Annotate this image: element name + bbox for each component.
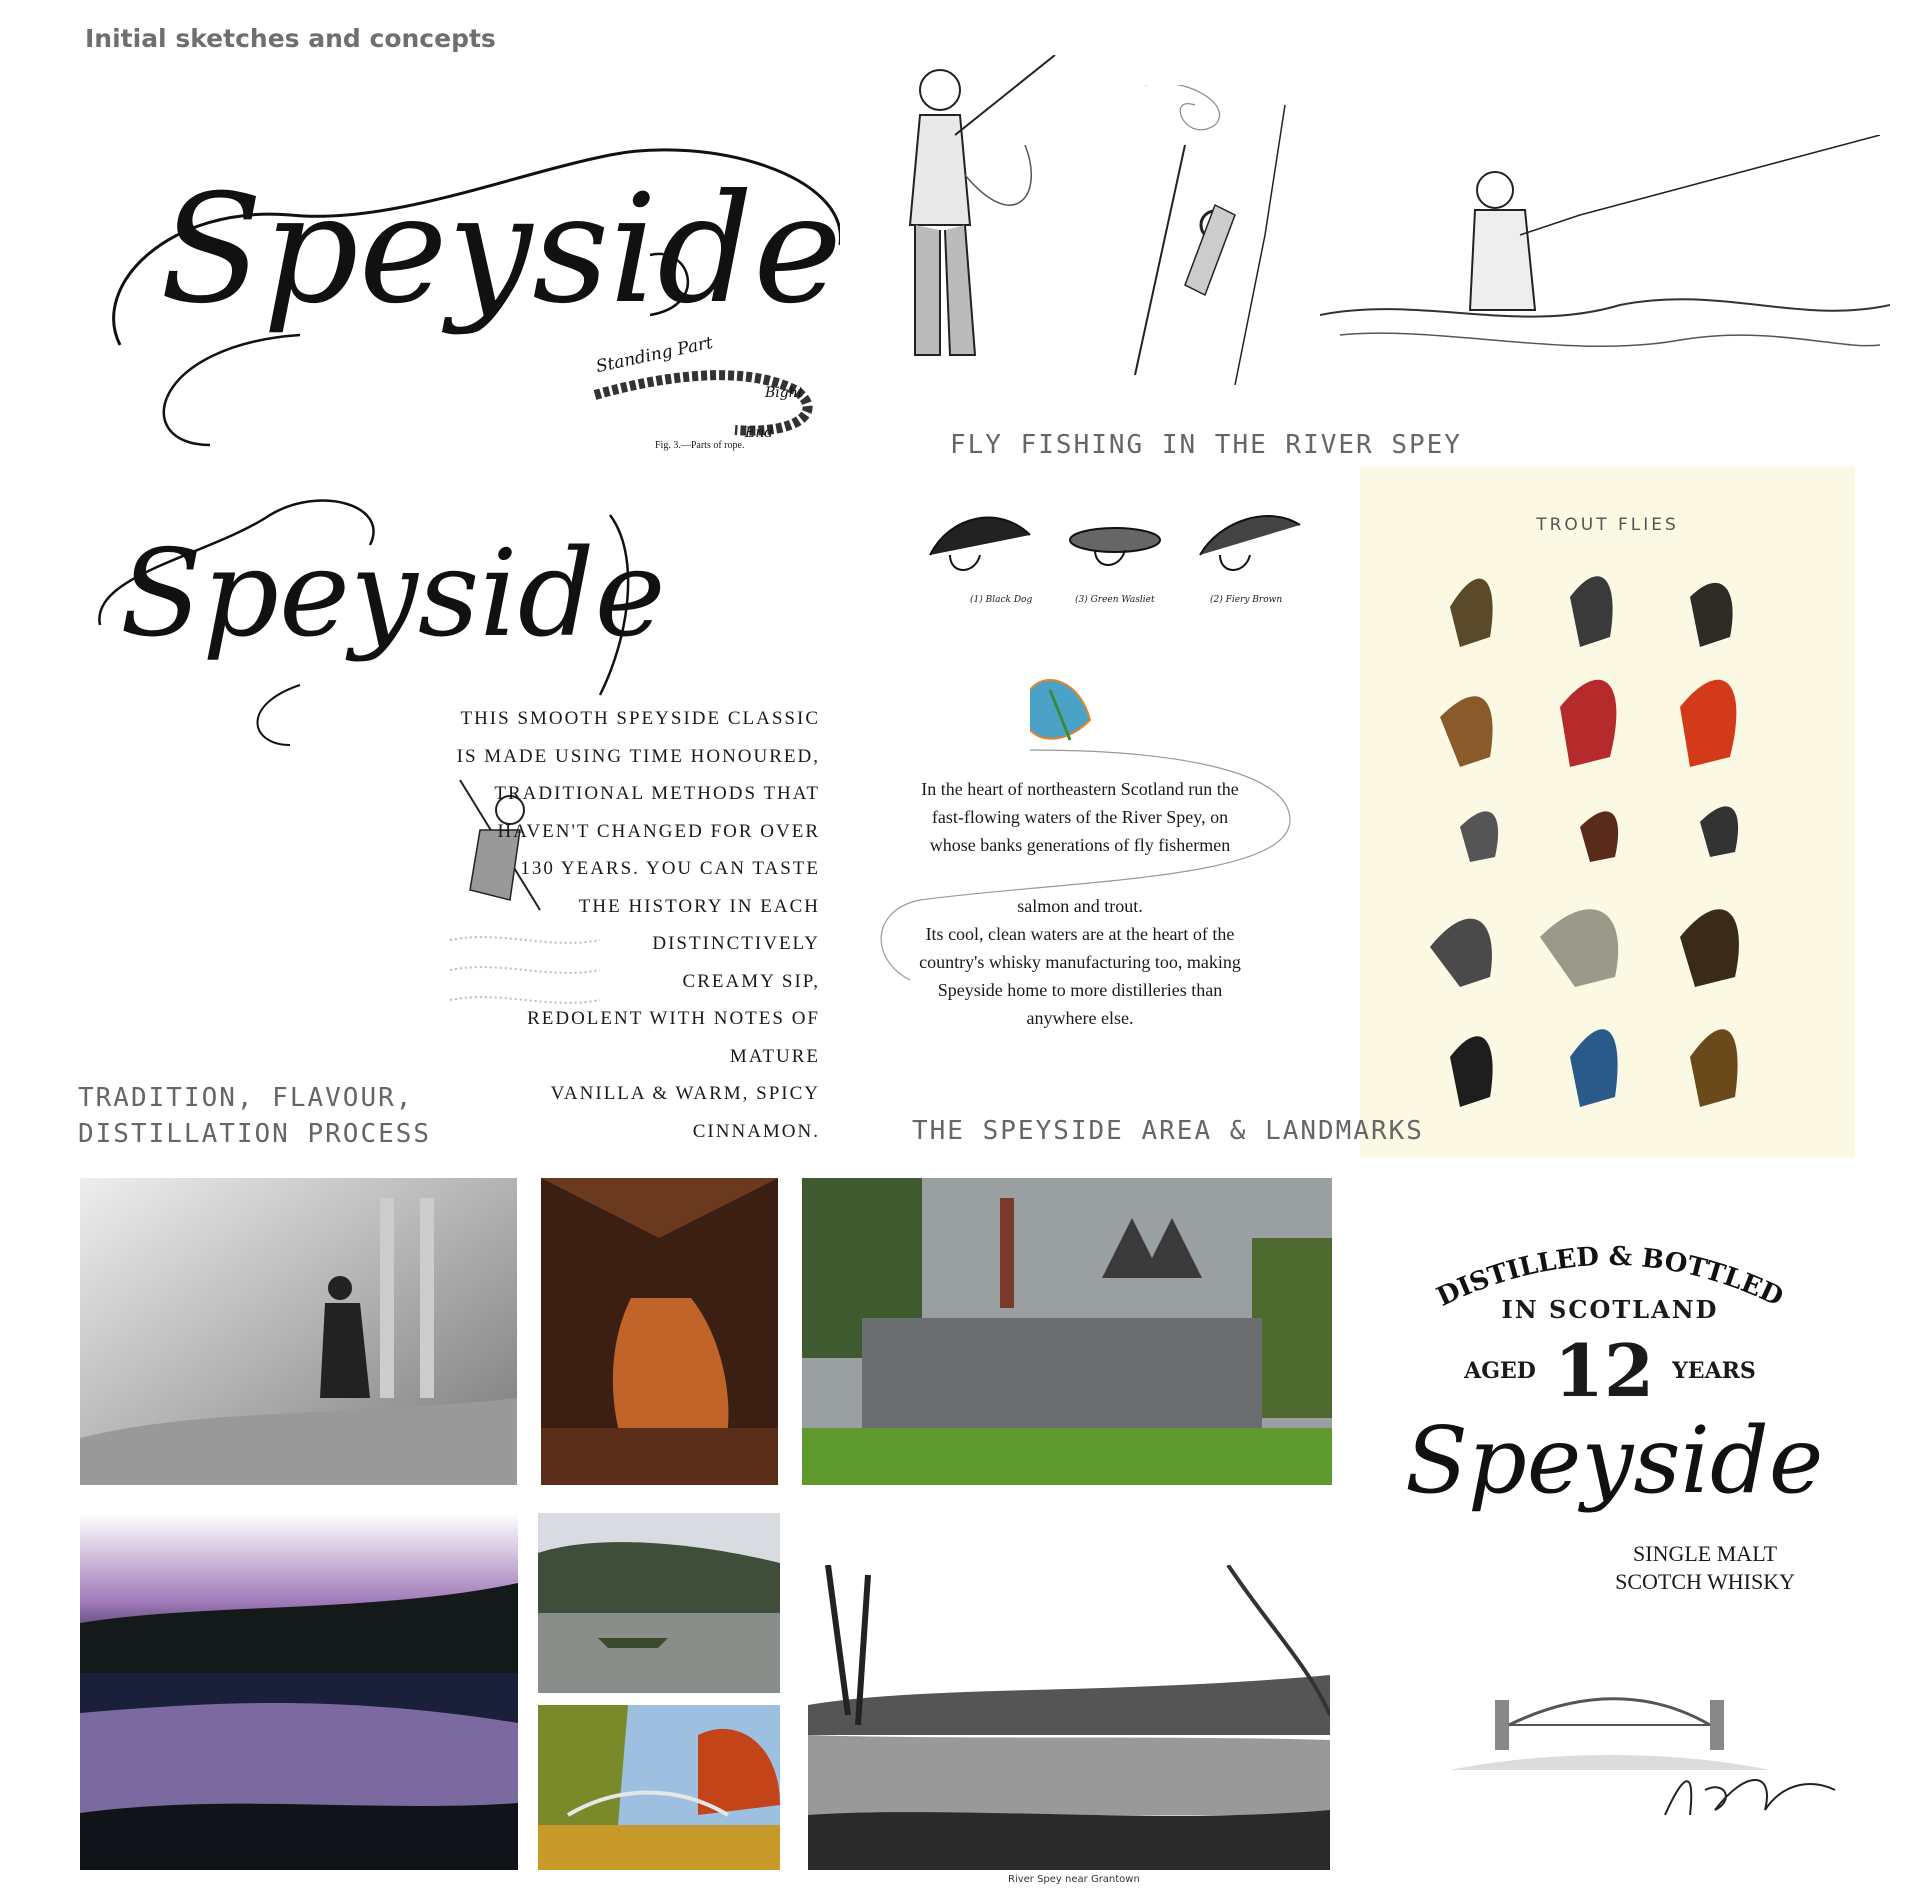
label-age-number: 12 [1553,1328,1655,1413]
label-brand: Speyside [1405,1407,1824,1514]
river-line-1: In the heart of northeastern Scotland run the [921,779,1239,799]
distillery-image [802,1178,1332,1485]
river-line-4: salmon and trout. [1017,896,1143,916]
label-type-line1: SINGLE MALT [1633,1541,1778,1566]
photo-loch-canoe [538,1513,780,1693]
fly-rod-reel-sketch [1125,85,1325,385]
script-sample-two-text: Speyside [120,525,666,664]
fly-row-1 [1450,576,1733,647]
description-line-9: REDOLENT WITH NOTES OF MATURE [527,1008,820,1067]
label-type-line2: SCOTCH WHISKY [1615,1569,1795,1594]
river-line-5: Its cool, clean waters are at the heart of the [925,924,1235,944]
description-line-5: 130 YEARS. YOU CAN TASTE [520,858,820,879]
fly-reel-illustration [1125,85,1325,385]
fly-black-dog [920,495,1040,575]
rope-bight: Bight [765,385,804,401]
tradition-label-line2: DISTILLATION PROCESS [78,1119,432,1149]
label-aged: AGED [1464,1358,1536,1384]
autumn-bridge-image [538,1705,780,1870]
description-line-1: THIS SMOOTH SPEYSIDE CLASSIC [460,708,820,729]
river-line-8: anywhere else. [1026,1008,1134,1028]
photo-caption-grantown: River Spey near Grantown [1008,1874,1140,1885]
malting-floor-image [80,1178,517,1485]
photo-autumn-bridge [538,1705,780,1870]
fly-caption-two: (3) Green Wasliet [1075,595,1155,605]
trout-flies-plate [1360,467,1855,1157]
fly-fishing-label: FLY FISHING IN THE RIVER SPEY [950,430,1462,460]
photo-distillery-pagodas [802,1178,1332,1485]
fly-row-3 [1460,806,1738,862]
photo-copper-stills [541,1178,778,1485]
fly-green-wasliet-icon [1055,505,1185,575]
label-arc-bottom: IN SCOTLAND [1501,1295,1719,1324]
description-line-10: VANILLA & WARM, SPICY CINNAMON. [550,1083,820,1142]
fly-caption-one: (1) Black Dog [970,595,1033,605]
description-line-7: DISTINCTIVELY [652,933,820,954]
river-text-part-one [870,775,1290,859]
trout-flies-grid [1360,537,1855,1157]
rope-caption: Fig. 3.—Parts of rope. [655,440,745,451]
river-text-part-two [870,892,1290,1032]
tradition-label [78,1080,431,1152]
rope-end: End [745,425,774,441]
photo-malting-floor [80,1178,517,1485]
fly-fisherman-sketch-one [895,55,1095,385]
river-line-6: country's whisky manufacturing too, making [919,952,1241,972]
fisherman-illustration [895,55,1095,385]
fly-row-2 [1440,680,1736,767]
page-title: Initial sketches and concepts [85,24,496,53]
rope-sketch [585,332,835,455]
photo-river-spey-grantown [808,1565,1330,1870]
trout-flies-title: TROUT FLIES [1536,515,1679,535]
fly-row [920,495,1310,615]
river-line-7: Speyside home to more distilleries than [937,980,1223,1000]
fly-black-dog-icon [920,495,1040,575]
river-sunset-image [80,1513,518,1870]
river-text-block [870,670,1310,1040]
description-line-8: CREAMY SIP, [682,970,820,992]
description-line-4: HAVEN'T CHANGED FOR OVER [497,820,820,842]
loch-canoe-image [538,1513,780,1693]
fly-caption-three: (2) Fiery Brown [1210,595,1283,605]
signature-mark [1655,1760,1845,1830]
label-age-row [1395,1328,1825,1413]
description-line-3: TRADITIONAL METHODS THAT [494,783,820,804]
wading-fisherman-sketch [1320,135,1890,375]
fly-row-4 [1430,909,1739,987]
description-block [440,700,820,1142]
fly-fiery-brown-icon [1190,495,1310,575]
label-design [1395,1230,1825,1630]
river-line-2: fast-flowing waters of the River Spey, on [931,807,1229,827]
script-sample-one-text: Speyside [160,163,843,337]
label-arc-top-path: DISTILLED & BOTTLED [1432,1241,1788,1313]
rope-standing-part: Standing Part [594,332,715,378]
label-type [1615,1540,1795,1596]
description-line-2: IS MADE USING TIME HONOURED, [456,745,820,767]
wading-fisherman-illustration [1320,135,1890,375]
copper-stills-image [541,1178,778,1485]
description-line-6: THE HISTORY IN EACH [578,895,820,917]
river-line-3: whose banks generations of fly fishermen [929,835,1231,855]
fly-row-5 [1450,1029,1738,1107]
landmarks-label: THE SPEYSIDE AREA & LANDMARKS [912,1116,1424,1146]
tradition-label-line1: TRADITION, FLAVOUR, [78,1083,414,1113]
fly-fiery-brown [1190,495,1310,575]
photo-river-sunset [80,1513,518,1870]
description-text [440,700,820,1150]
river-spey-image [808,1565,1330,1870]
fly-green-wasliet [1055,505,1185,575]
signature [1655,1760,1845,1830]
label-years: YEARS [1672,1358,1756,1384]
